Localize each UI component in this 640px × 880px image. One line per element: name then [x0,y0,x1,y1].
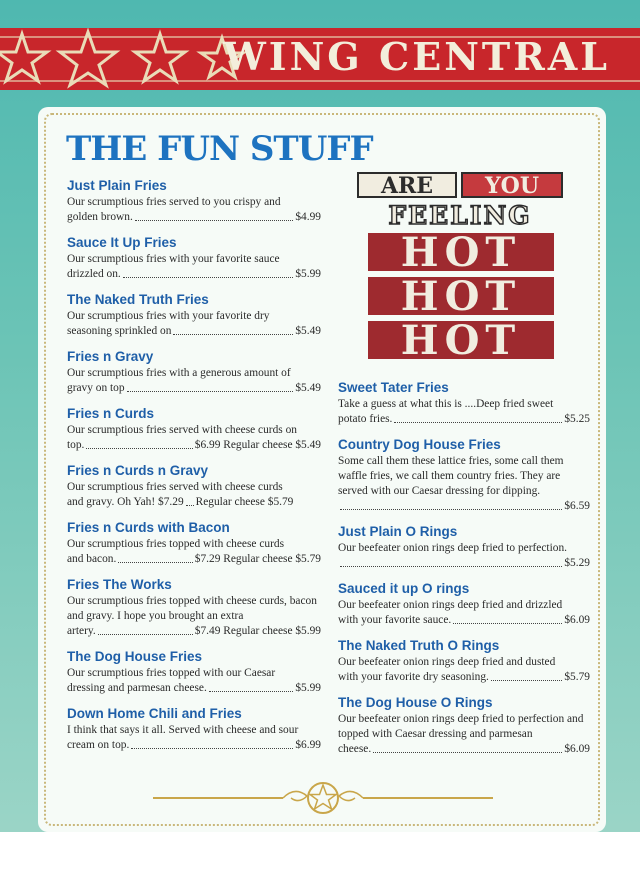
left-menu-column [67,177,321,762]
footer-ornament [153,775,493,825]
item-name: Fries n Curds with Bacon [67,520,230,535]
item-lead: with your favorite sauce. [338,614,452,626]
item-description: Our scrumptious fries topped with our Caesar [67,667,276,679]
item-description: Our beefeater onion rings deep fried to perfection. [338,542,567,554]
menu-item [338,694,590,757]
item-description: Some call them these lattice fries, some call them waffle fries, we call them country fries. They are served with our Caesar dressing for dipping. [338,455,564,497]
menu-item [67,291,321,339]
item-description: Our scrumptious fries served with cheese curds on [67,424,297,436]
item-name: Sauce It Up Fries [67,235,177,250]
item-name: Fries The Works [67,577,172,592]
item-lead: cheese. [338,743,372,755]
hot-graphic-are: ARE [380,173,434,199]
item-description: Our beefeater onion rings deep fried and dusted [338,656,556,668]
menu-item [67,177,321,225]
item-lead: with your favorite dry seasoning. [338,671,489,683]
item-price: $5.49 [295,325,321,337]
item-lead: gravy on top [67,382,125,394]
item-price: $5.99 [295,268,321,280]
item-price: Regular cheese $5.79 [195,496,294,508]
item-lead: drizzled on. [67,268,121,280]
item-lead: dressing and parmesan cheese. [67,682,207,694]
item-name: Sweet Tater Fries [338,380,449,395]
item-name: The Naked Truth Fries [67,292,209,307]
item-name: Down Home Chili and Fries [67,706,242,721]
item-description: Our scrumptious fries with a generous amount of [67,367,291,379]
item-description: Take a guess at what this is ....Deep fried sweet [338,398,554,410]
hot-graphic-you: YOU [484,173,540,199]
item-price: $5.25 [564,413,590,425]
right-menu-column [338,379,590,766]
item-lead: potato fries. [338,413,393,425]
item-lead: and bacon. [67,553,117,565]
item-description: Our scrumptious fries with your favorite sauce [67,253,280,265]
item-description: Our scrumptious fries served to you crispy and [67,196,281,208]
menu-item [338,436,590,514]
item-lead: golden brown. [67,211,133,223]
item-lead: seasoning sprinkled on [67,325,172,337]
hot-graphic-feeling: FEELING [388,201,532,230]
menu-panel [38,107,606,832]
item-description: Our scrumptious fries with your favorite dry [67,310,270,322]
item-name: Fries n Curds [67,406,155,421]
menu-item [338,523,590,571]
hot-graphic [356,171,581,366]
header-banner [0,28,640,90]
item-lead: top. [67,439,85,451]
star-icon [135,34,185,81]
menu-item [67,519,321,567]
item-price: $5.79 [564,671,590,683]
item-price: $6.09 [564,614,590,626]
menu-item [67,234,321,282]
item-name: The Dog House O Rings [338,695,493,710]
star-icon [0,34,47,81]
item-price: $7.49 Regular cheese $5.99 [194,625,321,637]
item-lead: artery. [67,625,96,637]
menu-item [338,379,590,427]
item-name: Fries n Gravy [67,349,154,364]
item-lead: cream on top. [67,739,130,751]
star-decorations [0,28,260,90]
menu-item [67,348,321,396]
hot-graphic-hot-3: HOT [400,317,522,364]
item-lead: and gravy. Oh Yah! $7.29 [67,496,184,508]
item-name: Country Dog House Fries [338,437,501,452]
menu-item [67,576,321,639]
item-description: I think that says it all. Served with cheese and sour [67,724,299,736]
item-price: $6.99 Regular cheese $5.49 [194,439,321,451]
item-price: $6.59 [564,500,590,512]
item-price: $7.29 Regular cheese $5.79 [194,553,321,565]
item-name: Just Plain Fries [67,178,167,193]
hot-graphic-hot-2: HOT [400,273,522,320]
menu-item [67,705,321,753]
item-name: Sauced it up O rings [338,581,470,596]
menu-item [67,462,321,510]
item-price: $5.99 [295,682,321,694]
item-price: $5.29 [564,557,590,569]
item-name: The Naked Truth O Rings [338,638,500,653]
brand-title: WING CENTRAL [223,34,610,79]
item-description: Our scrumptious fries topped with cheese curds, bacon and gravy. I hope you brought an extra [67,595,317,622]
page-bottom-margin [0,832,640,880]
star-icon [310,785,336,809]
item-price: $6.99 [295,739,321,751]
section-heading: THE FUN STUFF [66,129,373,169]
menu-item [67,648,321,696]
item-description: Our scrumptious fries topped with cheese curds [67,538,285,550]
item-price: $5.49 [295,382,321,394]
hot-graphic-hot-1: HOT [400,229,522,276]
menu-item [67,405,321,453]
item-description: Our scrumptious fries served with cheese curds [67,481,283,493]
item-price: $4.99 [295,211,321,223]
item-description: Our beefeater onion rings deep fried to perfection and topped with Caesar dressing and parmesan [338,713,584,740]
star-icon [60,32,116,85]
menu-item [338,637,590,685]
item-name: The Dog House Fries [67,649,203,664]
item-name: Fries n Curds n Gravy [67,463,209,478]
item-description: Our beefeater onion rings deep fried and drizzled [338,599,563,611]
menu-item [338,580,590,628]
item-price: $6.09 [564,743,590,755]
item-name: Just Plain O Rings [338,524,458,539]
